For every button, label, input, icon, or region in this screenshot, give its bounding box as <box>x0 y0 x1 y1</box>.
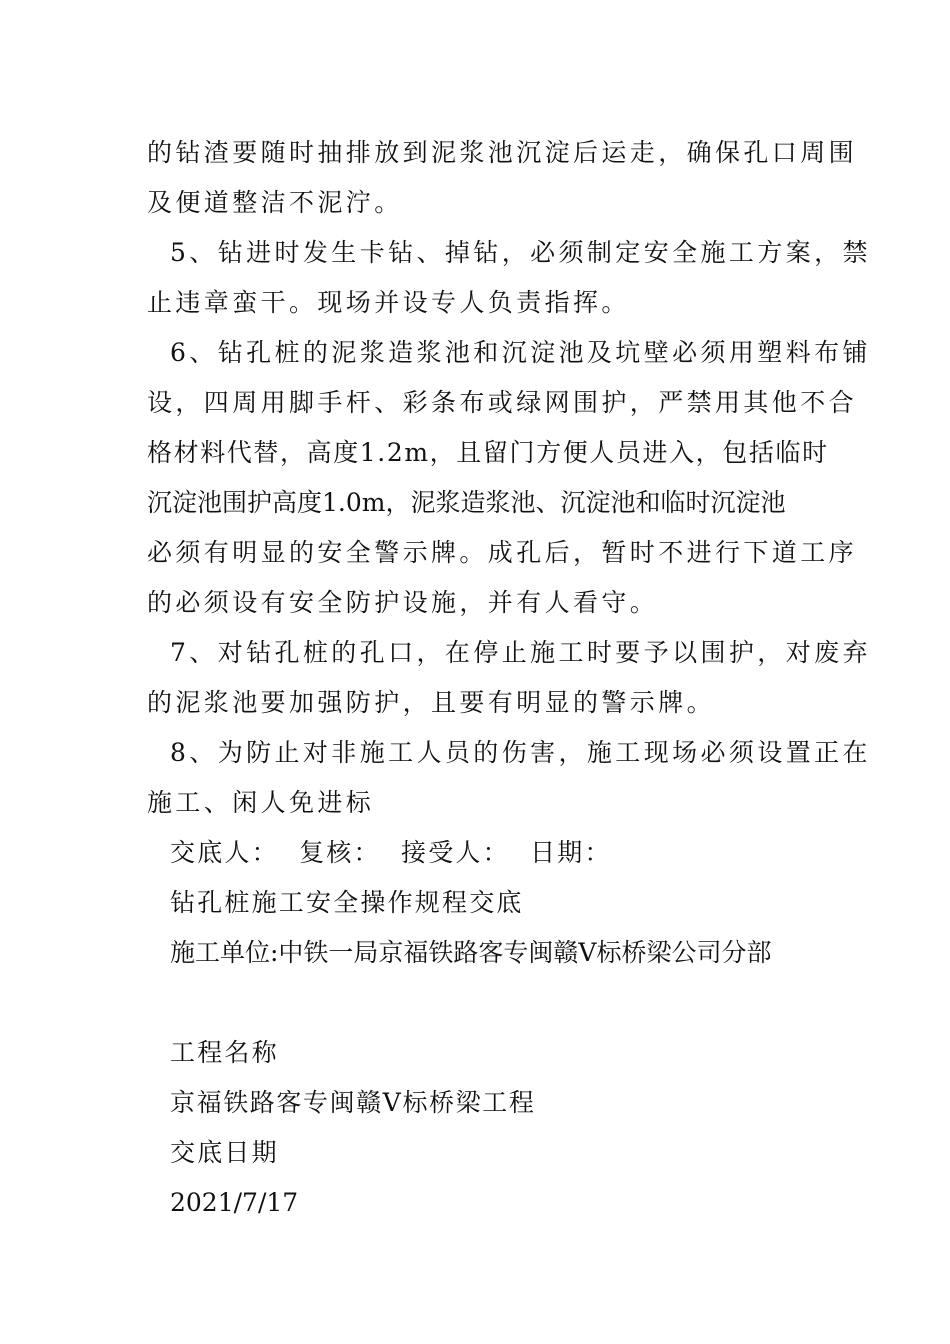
handover-date-value: 2021/7/17 <box>170 1188 299 1217</box>
item-5-line: 5、钻进时发生卡钻、掉钻，必须制定安全施工方案，禁 <box>170 238 871 267</box>
body-line: 格材料代替，高度1.2m，且留门方便人员进入，包括临时 <box>147 438 829 467</box>
signoff-line: 交底人： 复核： 接受人： 日期： <box>170 838 612 867</box>
project-name-value: 京福铁路客专闽赣Ⅴ标桥梁工程 <box>170 1088 536 1117</box>
item-7-line: 7、对钻孔桩的孔口，在停止施工时要予以围护，对废弃 <box>170 638 871 667</box>
body-line: 的必须设有安全防护设施，并有人看守。 <box>147 588 659 617</box>
handover-date-label: 交底日期 <box>170 1138 279 1167</box>
construction-unit: 施工单位:中铁一局京福铁路客专闽赣Ⅴ标桥梁公司分部 <box>170 938 772 967</box>
body-line: 设，四周用脚手杆、彩条布或绿网围护，严禁用其他不合 <box>147 388 858 417</box>
body-line: 必须有明显的安全警示牌。成孔后，暂时不进行下道工序 <box>147 538 858 567</box>
body-line: 止违章蛮干。现场并设专人负责指挥。 <box>147 288 630 317</box>
body-line: 及便道整洁不泥泞。 <box>147 188 403 217</box>
body-line: 施工、闲人免进标 <box>147 788 375 817</box>
form-title: 钻孔桩施工安全操作规程交底 <box>170 888 524 917</box>
project-name-label: 工程名称 <box>170 1038 279 1067</box>
body-line: 的钻渣要随时抽排放到泥浆池沉淀后运走，确保孔口周围 <box>147 138 858 167</box>
item-6-line: 6、钻孔桩的泥浆造浆池和沉淀池及坑壁必须用塑料布铺 <box>170 338 871 367</box>
body-line: 沉淀池围护高度1.0m，泥浆造浆池、沉淀池和临时沉淀池 <box>147 488 786 517</box>
body-line: 的泥浆池要加强防护，且要有明显的警示牌。 <box>147 688 716 717</box>
item-8-line: 8、为防止对非施工人员的伤害，施工现场必须设置正在 <box>170 738 871 767</box>
